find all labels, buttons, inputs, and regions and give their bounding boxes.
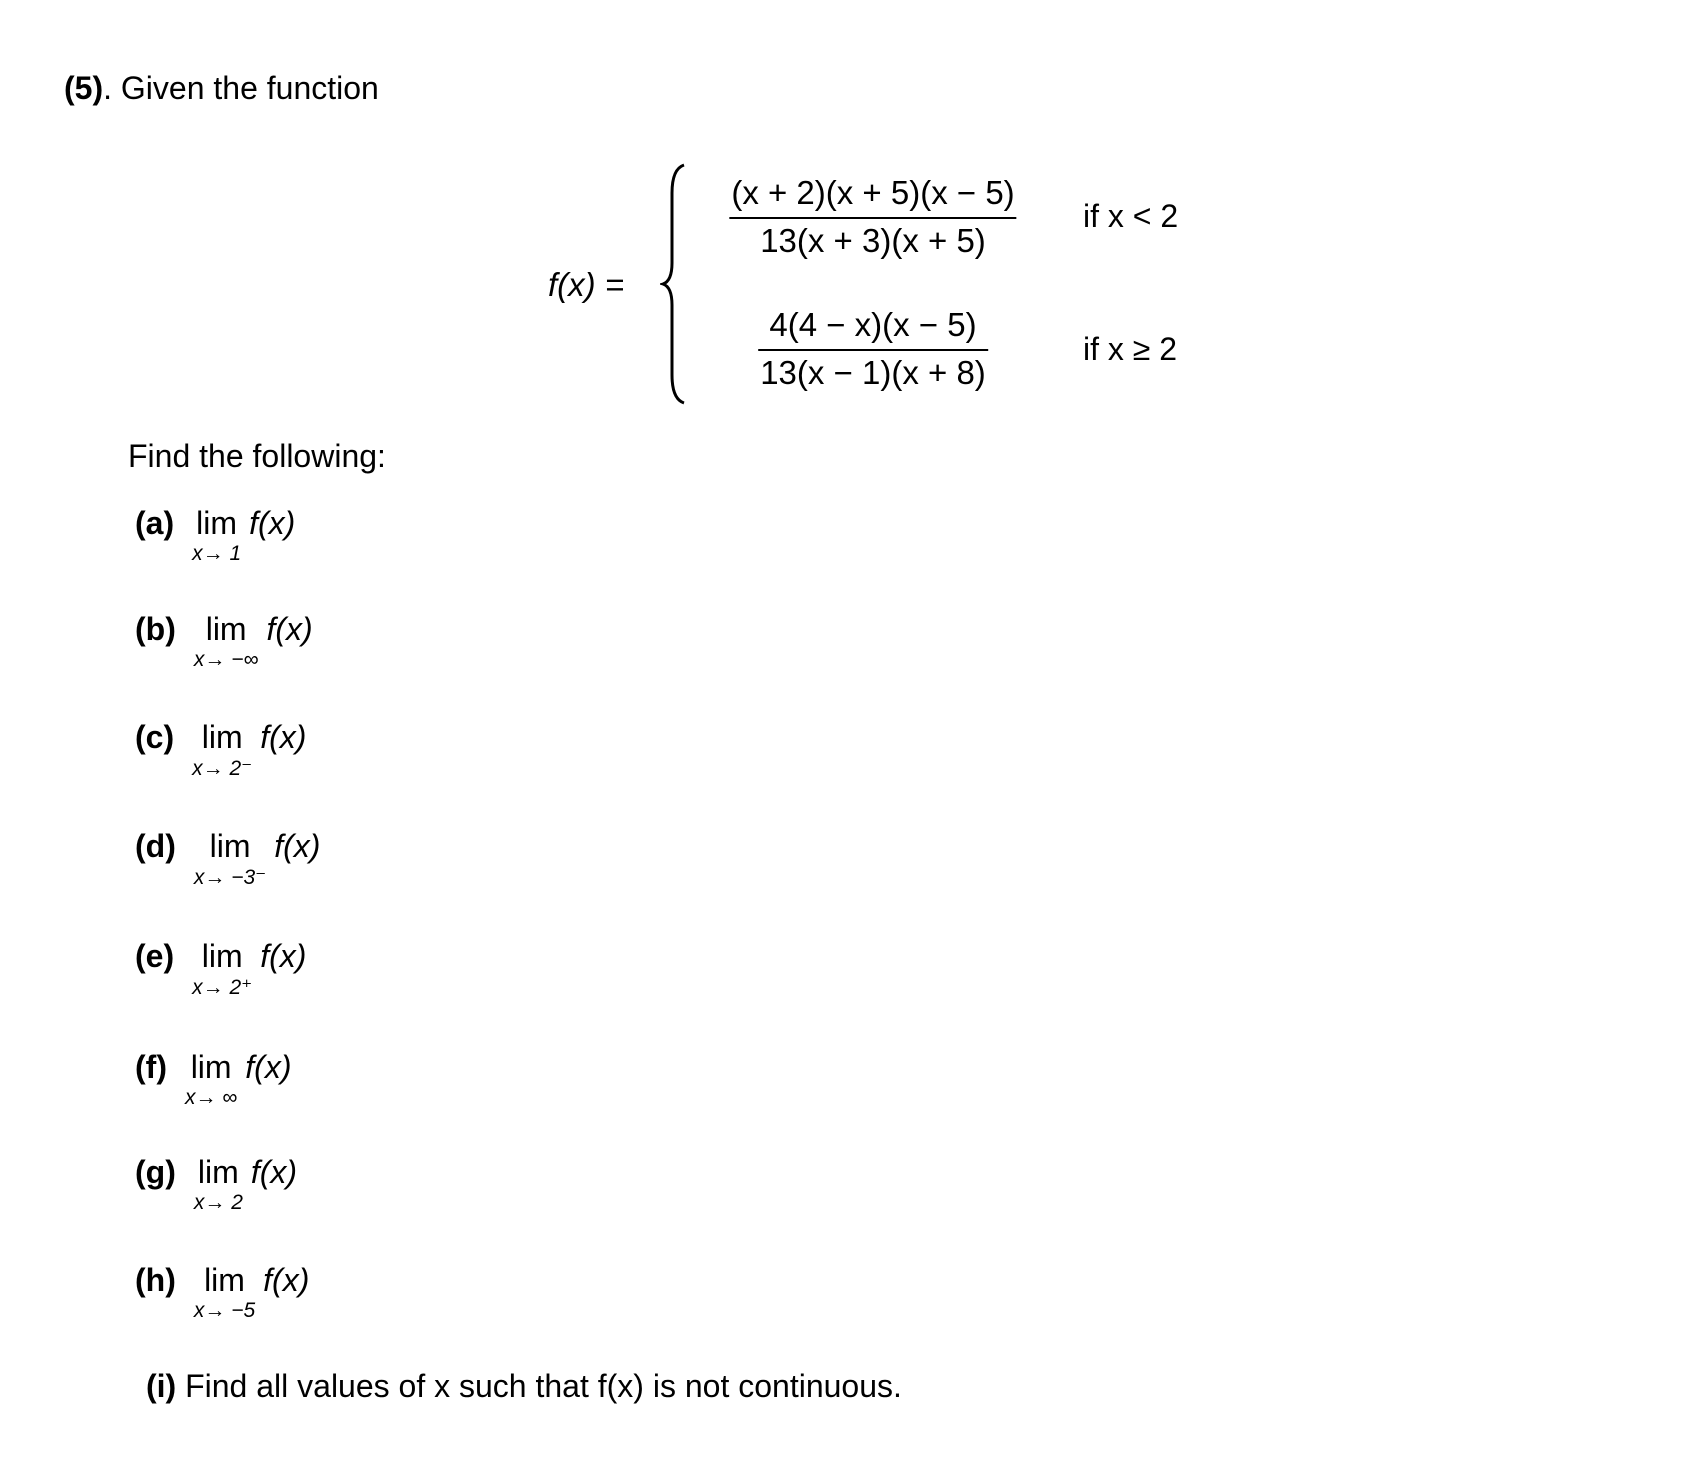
lim-text: lim (196, 505, 238, 541)
problem-intro: . Given the function (103, 70, 379, 106)
limit-expression: f(x) (274, 828, 321, 864)
limit-subscript: x→ −5 (193, 1299, 256, 1322)
piece1-fraction (729, 175, 1016, 260)
piece1-numerator: (x + 2)(x + 5)(x − 5) (731, 174, 1015, 211)
lim-text: lim (201, 938, 243, 974)
limit-operator (185, 1049, 237, 1110)
limit-subscript: x→ −∞ (193, 648, 259, 671)
lim-text: lim (209, 828, 251, 864)
item-label: (a) (135, 505, 175, 541)
limit-item (135, 1049, 291, 1110)
item-label: (d) (135, 828, 176, 864)
item-label: (b) (135, 611, 176, 647)
function-lhs: f(x) = (548, 266, 625, 303)
lim-text: lim (205, 611, 247, 647)
item-i (146, 1370, 902, 1402)
limit-item (135, 611, 313, 672)
limit-subscript: x→ 2⁺ (192, 976, 253, 999)
piece2-condition: if x ≥ 2 (1083, 331, 1178, 367)
piece2-denominator: 13(x − 1)(x + 8) (760, 354, 986, 392)
limit-subscript: x→ ∞ (184, 1086, 238, 1109)
problem-number: (5) (64, 70, 104, 106)
lim-text: lim (197, 1154, 239, 1190)
item-label: (g) (135, 1154, 176, 1190)
limit-item (135, 1262, 309, 1323)
limit-operator (194, 1154, 243, 1215)
limit-item (135, 719, 306, 781)
limit-operator (192, 938, 252, 1000)
piece2-fraction (758, 307, 988, 392)
limit-operator (194, 611, 259, 672)
limit-expression: f(x) (266, 611, 313, 647)
limit-subscript: x→ 1 (192, 542, 242, 565)
fraction-bar (758, 349, 988, 351)
item-label: (c) (135, 719, 175, 755)
limit-operator (192, 719, 252, 781)
find-label: Find the following: (128, 438, 386, 474)
problem-heading (64, 72, 379, 104)
limit-item (135, 938, 306, 1000)
limit-expression: f(x) (249, 505, 296, 541)
lim-text: lim (190, 1049, 232, 1085)
item-text: Find all values of x such that f(x) is not continuous. (185, 1368, 902, 1404)
piece1-denominator: 13(x + 3)(x + 5) (760, 222, 986, 260)
left-brace-icon (660, 163, 690, 405)
limit-expression: f(x) (250, 1154, 298, 1190)
fraction-bar (729, 217, 1016, 219)
piece1-condition: if x < 2 (1083, 198, 1179, 234)
piece2-numerator: 4(4 − x)(x − 5) (769, 306, 977, 343)
lim-text: lim (201, 719, 243, 755)
limit-operator (194, 1262, 255, 1323)
limit-item (135, 1154, 297, 1215)
limit-expression: f(x) (260, 938, 307, 974)
item-label: (i) (146, 1368, 177, 1404)
limit-expression: f(x) (260, 719, 307, 755)
item-label: (e) (135, 938, 175, 974)
limit-subscript: x→ 2⁻ (192, 757, 253, 780)
limit-item (135, 828, 320, 890)
lim-text: lim (204, 1262, 245, 1298)
limit-item (135, 505, 295, 566)
limit-expression: f(x) (245, 1049, 292, 1085)
limit-subscript: x→ 2 (193, 1191, 243, 1214)
item-label: (f) (135, 1049, 167, 1085)
item-label: (h) (135, 1262, 176, 1298)
limit-operator (192, 505, 241, 566)
limit-expression: f(x) (263, 1262, 310, 1298)
limit-operator (194, 828, 266, 890)
limit-subscript: x→ −3⁻ (193, 866, 267, 889)
